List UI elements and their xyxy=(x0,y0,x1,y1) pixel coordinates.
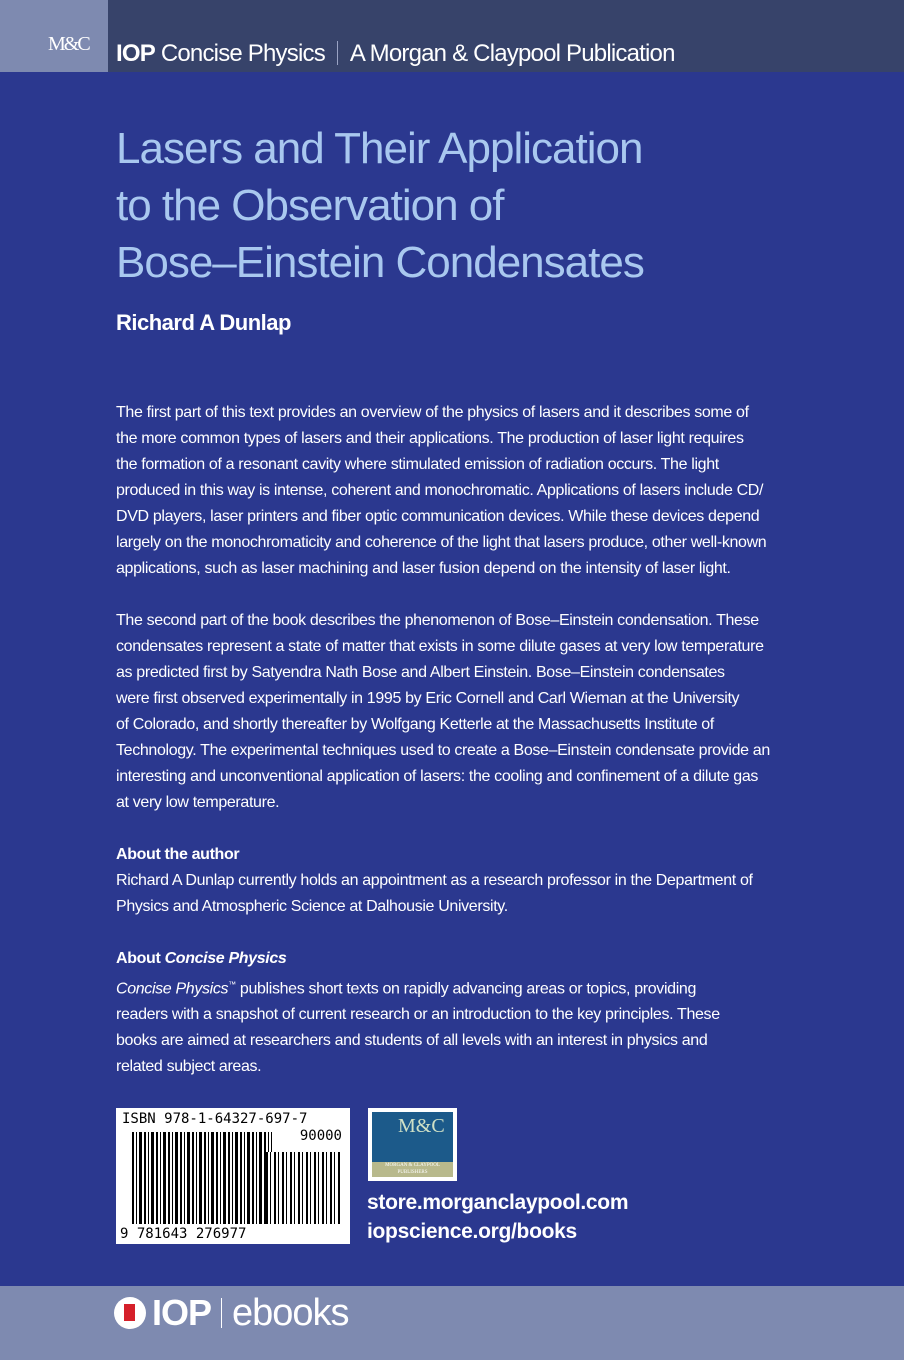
divider xyxy=(337,41,338,65)
text-line: largely on the monochromaticity and coherence of the light that lasers produce, other well-known xyxy=(116,534,767,551)
divider xyxy=(221,1298,222,1328)
iop-brand: IOP xyxy=(116,40,155,67)
header-bar xyxy=(0,0,904,72)
mc-logo: M&C xyxy=(48,33,89,55)
blurb xyxy=(116,400,836,1106)
text-line: The second part of the book describes the phenomenon of Bose–Einstein condensation. These xyxy=(116,612,759,629)
logo-name: MORGAN & CLAYPOOL xyxy=(385,1163,440,1168)
text: publishes short texts on rapidly advancing areas or topics, providing xyxy=(235,980,697,998)
mc-mark: M&C xyxy=(398,1115,445,1137)
text-line: applications, such as laser machining and laser fusion depend on the intensity of laser light. xyxy=(116,560,731,577)
about-author xyxy=(116,842,836,920)
heading-prefix: About xyxy=(116,950,165,967)
text-line: related subject areas. xyxy=(116,1058,262,1076)
logo-band xyxy=(372,1162,453,1177)
about-series xyxy=(116,946,836,1080)
text-line: at very low temperature. xyxy=(116,794,280,811)
heading-series: Concise Physics xyxy=(164,950,287,967)
about-author-heading: About the author xyxy=(116,846,240,863)
trademark: ™ xyxy=(228,980,236,989)
text-line: Physics and Atmospheric Science at Dalhousie University. xyxy=(116,898,508,915)
text-line: condensates represent a state of matter that exists in some dilute gases at very low temperature xyxy=(116,638,764,655)
text-line: the more common types of lasers and their applications. The production of laser light requires xyxy=(116,430,744,447)
text-line: as predicted first by Satyendra Nath Bose and Albert Einstein. Bose–Einstein condensates xyxy=(116,664,725,681)
urls xyxy=(367,1188,628,1246)
text-line: Technology. The experimental techniques used to create a Bose–Einstein condensate provide an xyxy=(116,742,770,759)
paragraph-bec xyxy=(116,608,836,816)
text-line: books are aimed at researchers and students of all levels with an interest in physics and xyxy=(116,1032,708,1050)
about-series-heading xyxy=(116,946,836,972)
header-logo-block xyxy=(0,0,108,72)
author-name: Richard A Dunlap xyxy=(116,310,291,335)
text-line: DVD players, laser printers and fiber optic communication devices. While these devices depend xyxy=(116,508,760,525)
isbn-barcode xyxy=(116,1108,350,1244)
text-line: were first observed experimentally in 1995 by Eric Cornell and Carl Wieman at the University xyxy=(116,690,740,707)
text-line: of Colorado, and shortly thereafter by Wolfgang Ketterle at the Massachusetts Institute of xyxy=(116,716,714,733)
publisher-logo xyxy=(368,1108,457,1181)
title-line: Bose–Einstein Condensates xyxy=(116,238,644,287)
paragraph-lasers xyxy=(116,400,836,582)
book-title xyxy=(116,120,644,291)
text-line: Richard A Dunlap currently holds an appointment as a research professor in the Department of xyxy=(116,872,753,889)
footer-product: ebooks xyxy=(232,1292,349,1334)
text-line xyxy=(116,972,836,1002)
addon-bars xyxy=(266,1152,342,1224)
footer-brand: IOP xyxy=(152,1292,212,1333)
series-name: Concise Physics xyxy=(116,980,229,998)
iop-ebooks-logo xyxy=(114,1292,349,1335)
barcode-bars xyxy=(132,1132,272,1224)
barcode-number: 9 781643 276977 xyxy=(120,1226,247,1242)
series-banner xyxy=(116,40,675,68)
text-line: The first part of this text provides an overview of the physics of lasers and it describes some of xyxy=(116,404,749,421)
logo-sub: PUBLISHERS xyxy=(397,1170,428,1175)
book-icon xyxy=(114,1297,146,1329)
text-line: readers with a snapshot of current research or an introduction to the key principles. These xyxy=(116,1006,720,1024)
title-line: Lasers and Their Application xyxy=(116,124,643,173)
series-name: Concise Physics xyxy=(160,40,325,67)
title-line: to the Observation of xyxy=(116,181,504,230)
text-line: the formation of a resonant cavity where stimulated emission of radiation occurs. The light xyxy=(116,456,719,473)
text-line: produced in this way is intense, coherent and monochromatic. Applications of lasers include CD/ xyxy=(116,482,764,499)
price-addon: 90000 xyxy=(299,1128,342,1144)
footer-bar xyxy=(0,1286,904,1360)
publisher-name: A Morgan & Claypool Publication xyxy=(349,40,675,67)
store-link[interactable]: store.morganclaypool.com xyxy=(367,1191,629,1214)
isbn-text: ISBN 978-1-64327-697-7 xyxy=(122,1111,308,1127)
text-line: interesting and unconventional application of lasers: the cooling and confinement of a dilute gas xyxy=(116,768,759,785)
iopscience-link[interactable]: iopscience.org/books xyxy=(367,1220,577,1243)
